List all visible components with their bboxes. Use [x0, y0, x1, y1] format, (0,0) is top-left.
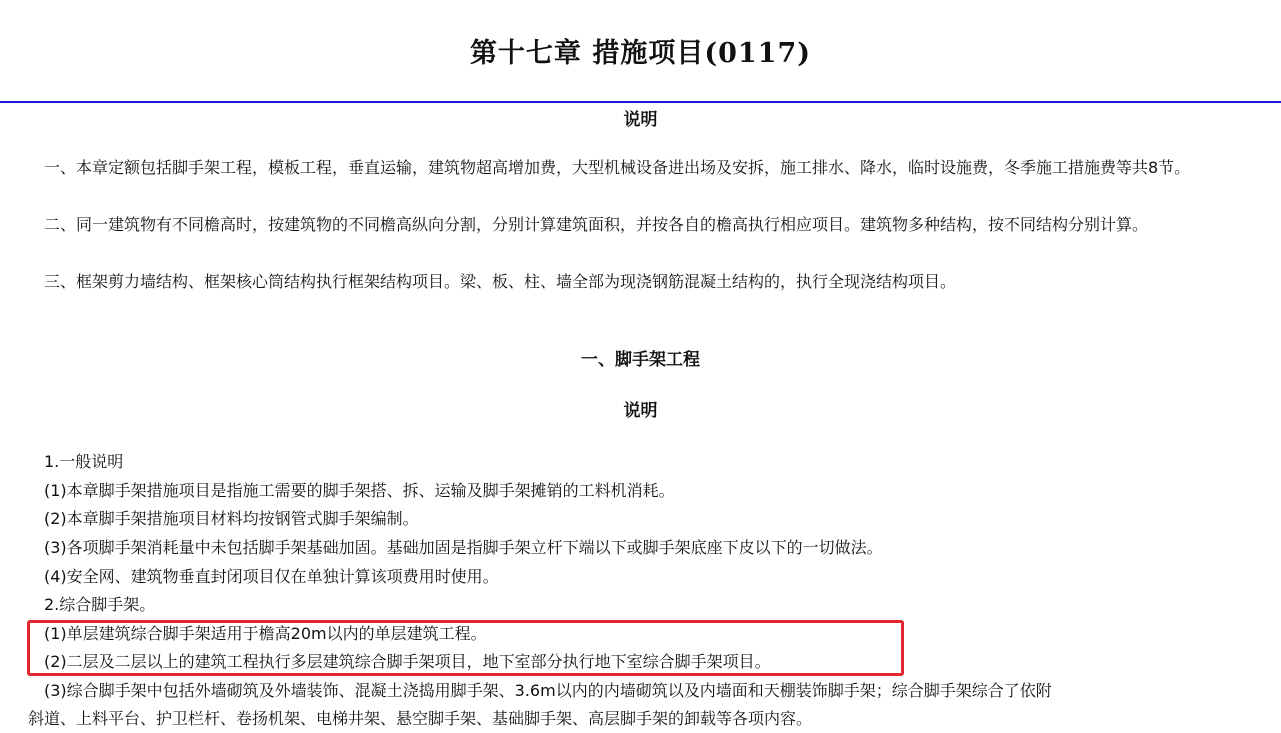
paragraph-2: 二、同一建筑物有不同檐高时，按建筑物的不同檐高纵向分割，分别计算建筑面积，并按各自的檐高执行相应项目。建筑物多种结构，按不同结构分别计算。: [28, 215, 1149, 234]
paragraph-3: 三、框架剪力墙结构、框架核心筒结构执行框架结构项目。梁、板、柱、墙全部为现浇钢筋混凝土结构的，执行全现浇结构项目。: [28, 272, 957, 291]
title-divider: [0, 101, 1281, 103]
section-heading-scaffolding: 一、脚手架工程: [581, 350, 700, 370]
chapter-title: 第十七章 措施项目(0117): [469, 38, 812, 69]
list-line: (3)各项脚手架消耗量中未包括脚手架基础加固。基础加固是指脚手架立杆下端以下或脚手架底座下皮以下的一切做法。: [28, 538, 883, 557]
list-line: (3)综合脚手架中包括外墙砌筑及外墙装饰、混凝土浇捣用脚手架、3.6m以内的内墙砌筑以及内墙面和天棚装饰脚手架；综合脚手架综合了依附: [28, 681, 1052, 700]
list-line: (2)本章脚手架措施项目材料均按钢管式脚手架编制。: [28, 509, 419, 528]
list-line: 斜道、上料平台、护卫栏杆、卷扬机架、电梯井架、悬空脚手架、基础脚手架、高层脚手架的卸载等各项内容。: [28, 709, 813, 728]
subsection-heading-notes: 说明: [623, 401, 658, 421]
section-heading-notes: 说明: [623, 110, 658, 130]
list-line-highlighted: (2)二层及二层以上的建筑工程执行多层建筑综合脚手架项目，地下室部分执行地下室综合脚手架项目。: [28, 652, 771, 671]
list-line: (4)安全网、建筑物垂直封闭项目仅在单独计算该项费用时使用。: [28, 567, 499, 586]
list-line: 1.一般说明: [28, 452, 124, 471]
list-line: (1)本章脚手架措施项目是指施工需要的脚手架搭、拆、运输及脚手架摊销的工料机消耗。: [28, 481, 675, 500]
red-highlight-box: [27, 620, 904, 676]
paragraph-1: 一、本章定额包括脚手架工程，模板工程，垂直运输，建筑物超高增加费，大型机械设备进出场及安拆，施工排水、降水，临时设施费，冬季施工措施费等共8节。: [28, 158, 1191, 177]
list-line: 2.综合脚手架。: [28, 595, 156, 614]
list-line-highlighted: (1)单层建筑综合脚手架适用于檐高20m以内的单层建筑工程。: [28, 624, 487, 643]
